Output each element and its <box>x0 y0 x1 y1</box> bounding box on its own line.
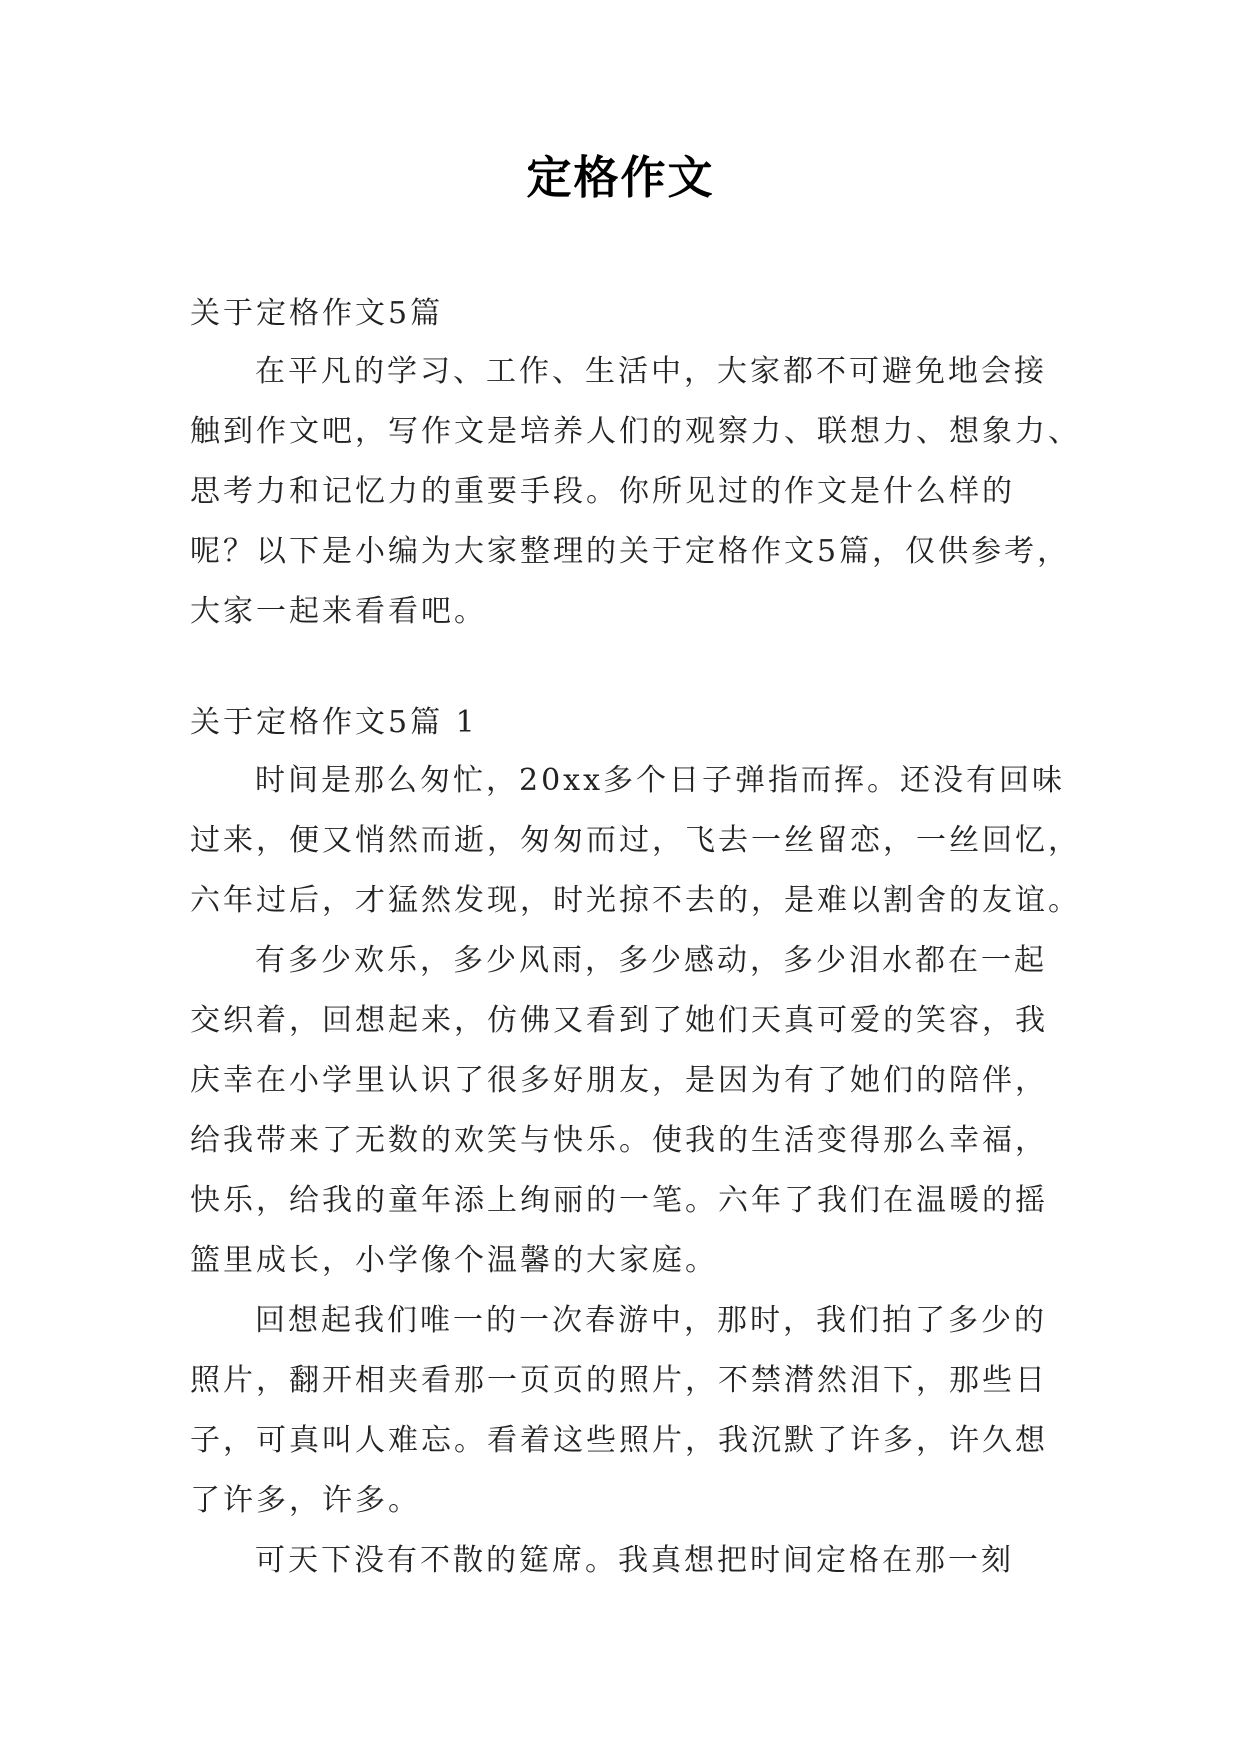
article-line: 给我带来了无数的欢笑与快乐。使我的生活变得那么幸福， <box>190 1123 1048 1158</box>
intro-line: 触到作文吧，写作文是培养人们的观察力、联想力、想象力、 <box>190 414 1081 449</box>
intro-line: 呢？以下是小编为大家整理的关于定格作文5篇，仅供参考， <box>190 534 1071 569</box>
section-heading: 关于定格作文5篇 1 <box>190 705 478 740</box>
article-body <box>190 751 1081 1591</box>
article-line: 过来，便又悄然而逝，匆匆而过，飞去一丝留恋，一丝回忆， <box>190 823 1081 858</box>
article-line: 快乐，给我的童年添上绚丽的一笔。六年了我们在温暖的摇 <box>190 1183 1048 1218</box>
document-heading: 关于定格作文5篇 <box>190 296 444 331</box>
article-line: 了许多，许多。 <box>190 1483 421 1518</box>
intro-line: 思考力和记忆力的重要手段。你所见过的作文是什么样的 <box>190 474 1015 509</box>
intro-line: 在平凡的学习、工作、生活中，大家都不可避免地会接 <box>255 354 1047 389</box>
article-line: 六年过后，才猛然发现，时光掠不去的，是难以割舍的友谊。 <box>190 883 1081 918</box>
article-line: 子，可真叫人难忘。看着这些照片，我沉默了许多，许久想 <box>190 1423 1048 1458</box>
article-line: 时间是那么匆忙，20xx多个日子弹指而挥。还没有回味 <box>255 763 1066 798</box>
article-line: 照片，翻开相夹看那一页页的照片，不禁潸然泪下，那些日 <box>190 1363 1048 1398</box>
article-line: 可天下没有不散的筵席。我真想把时间定格在那一刻 <box>255 1543 1014 1578</box>
article-line: 篮里成长，小学像个温馨的大家庭。 <box>190 1243 718 1278</box>
article-line: 交织着，回想起来，仿佛又看到了她们天真可爱的笑容，我 <box>190 1003 1048 1038</box>
article-line: 有多少欢乐，多少风雨，多少感动，多少泪水都在一起 <box>255 943 1047 978</box>
intro-line: 大家一起来看看吧。 <box>190 594 487 629</box>
article-line: 庆幸在小学里认识了很多好朋友，是因为有了她们的陪伴， <box>190 1063 1048 1098</box>
intro-paragraph <box>190 342 1081 642</box>
article-line: 回想起我们唯一的一次春游中，那时，我们拍了多少的 <box>255 1303 1047 1338</box>
document-title: 定格作文 <box>526 151 715 204</box>
